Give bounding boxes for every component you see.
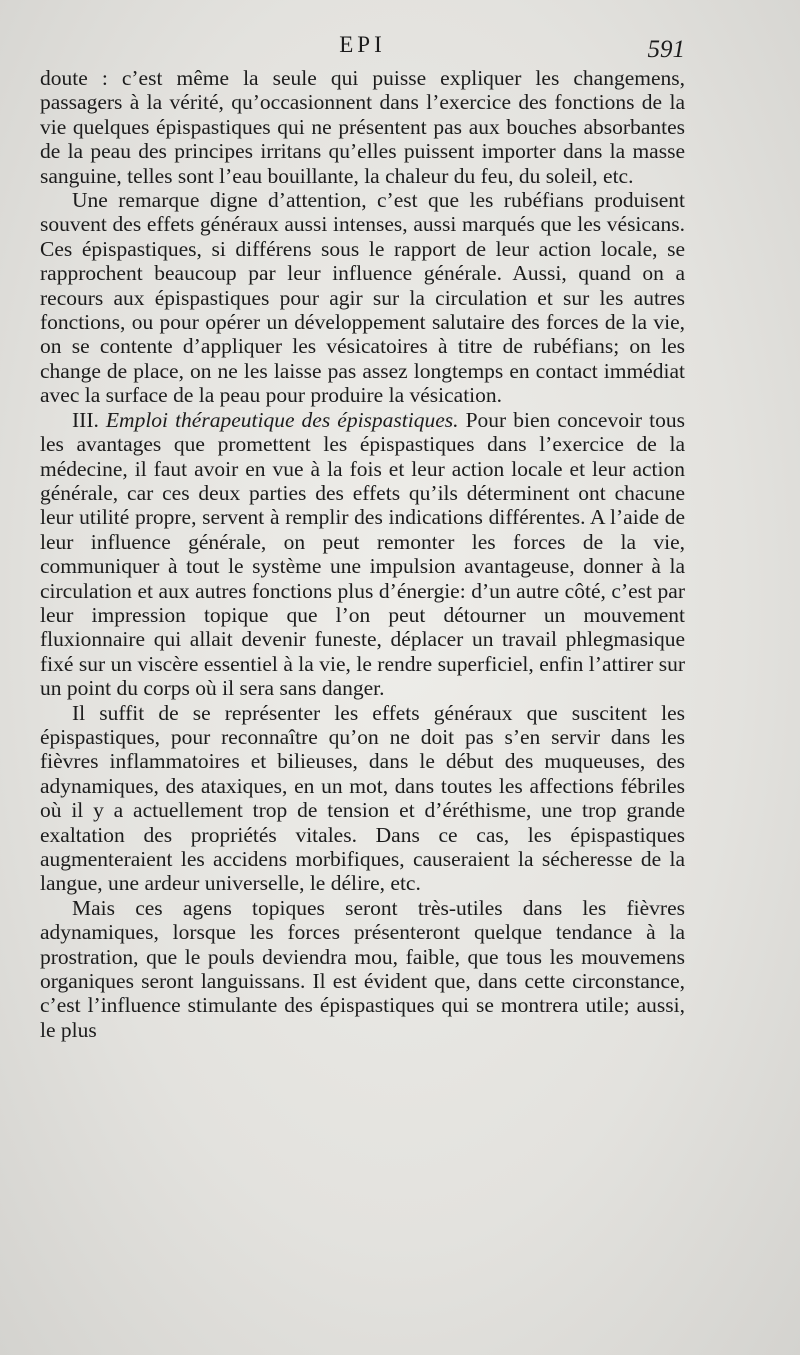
section-text: Pour bien concevoir tous les avantages que promettent les épispastiques dans l’exercice de la médecine, il faut avoir en vue à la fois et leur action locale et leur action générale, car ces deux parties des effets qu’ils déterminent ont chacune leur utilité propre, servent à remplir des indications différentes. A l’aide de leur influence générale, on peut remonter les forces de la vie, communiquer à tout le système une impulsion avantageuse, donner à la circulation et aux autres fonctions plus d’énergie: d’un autre côté, c’est par leur impression topique que l’on peut détourner un mouvement fluxionnaire qui allait devenir funeste, déplacer un travail phlegmasique fixé sur un viscère essentiel à la vie, le rendre superficiel, enfin l’attirer sur un point du corps où il sera sans danger. <box>40 407 685 701</box>
section-heading: Emploi thérapeutique des épispastiques. <box>105 407 459 432</box>
paragraph-rubefians: Une remarque digne d’attention, c’est que les rubéfians produisent souvent des effets généraux aussi intenses, aussi marqués que les vésicans. Ces épispastiques, si différens sous le rapport de leur action locale, se rapprochent beaucoup par leur influence générale. Aussi, quand on a recours aux épispastiques pour agir sur la circulation et sur les autres fonctions, ou pour opérer un développement salutaire des forces de la vie, on se contente d’appliquer les vésicatoires à titre de rubéfians; on les change de place, on ne les laisse pas assez longtemps en contact immédiat avec la surface de la peau pour produire la vésication. <box>40 188 685 408</box>
paragraph-adynamic: Mais ces agens topiques seront très-utiles dans les fièvres adynamiques, lorsque les forces présenteront quelque tendance à la prostration, que le pouls deviendra mou, faible, que tous les mouvemens organiques seront languissans. Il est évident que, dans cette circonstance, c’est l’influence stimulante des épispastiques qui se montrera utile; aussi, le plus <box>40 895 685 1042</box>
page-number: 591 <box>647 36 685 63</box>
section-number: III. <box>72 407 99 432</box>
page-header <box>40 30 685 68</box>
paragraph-section-three <box>40 408 685 701</box>
paragraph-continuation: doute : c’est même la seule qui puisse expliquer les changemens, passagers à la vérité, qu’occasionnent dans l’exercice des fonctions de la vie quelques épispastiques qui ne présentent pas aux bouches absorbantes de la peau des principes irritans qu’elles puissent importer dans la masse sanguine, telles sont l’eau bouillante, la chaleur du feu, du soleil, etc. <box>40 66 685 188</box>
body-text <box>40 66 685 1042</box>
running-head: EPI <box>339 32 386 57</box>
paragraph-fevers: Il suffit de se représenter les effets généraux que suscitent les épispastiques, pour reconnaître qu’on ne doit pas s’en servir dans les fièvres inflammatoires et bilieuses, dans le début des muqueuses, des adynamiques, des ataxiques, en un mot, dans toutes les affections fébriles où il y a actuellement trop de tension et d’éréthisme, une trop grande exaltation des propriétés vitales. Dans ce cas, les épispastiques augmenteraient les accidens morbifiques, causeraient la sécheresse de la langue, une ardeur universelle, le délire, etc. <box>40 700 685 896</box>
